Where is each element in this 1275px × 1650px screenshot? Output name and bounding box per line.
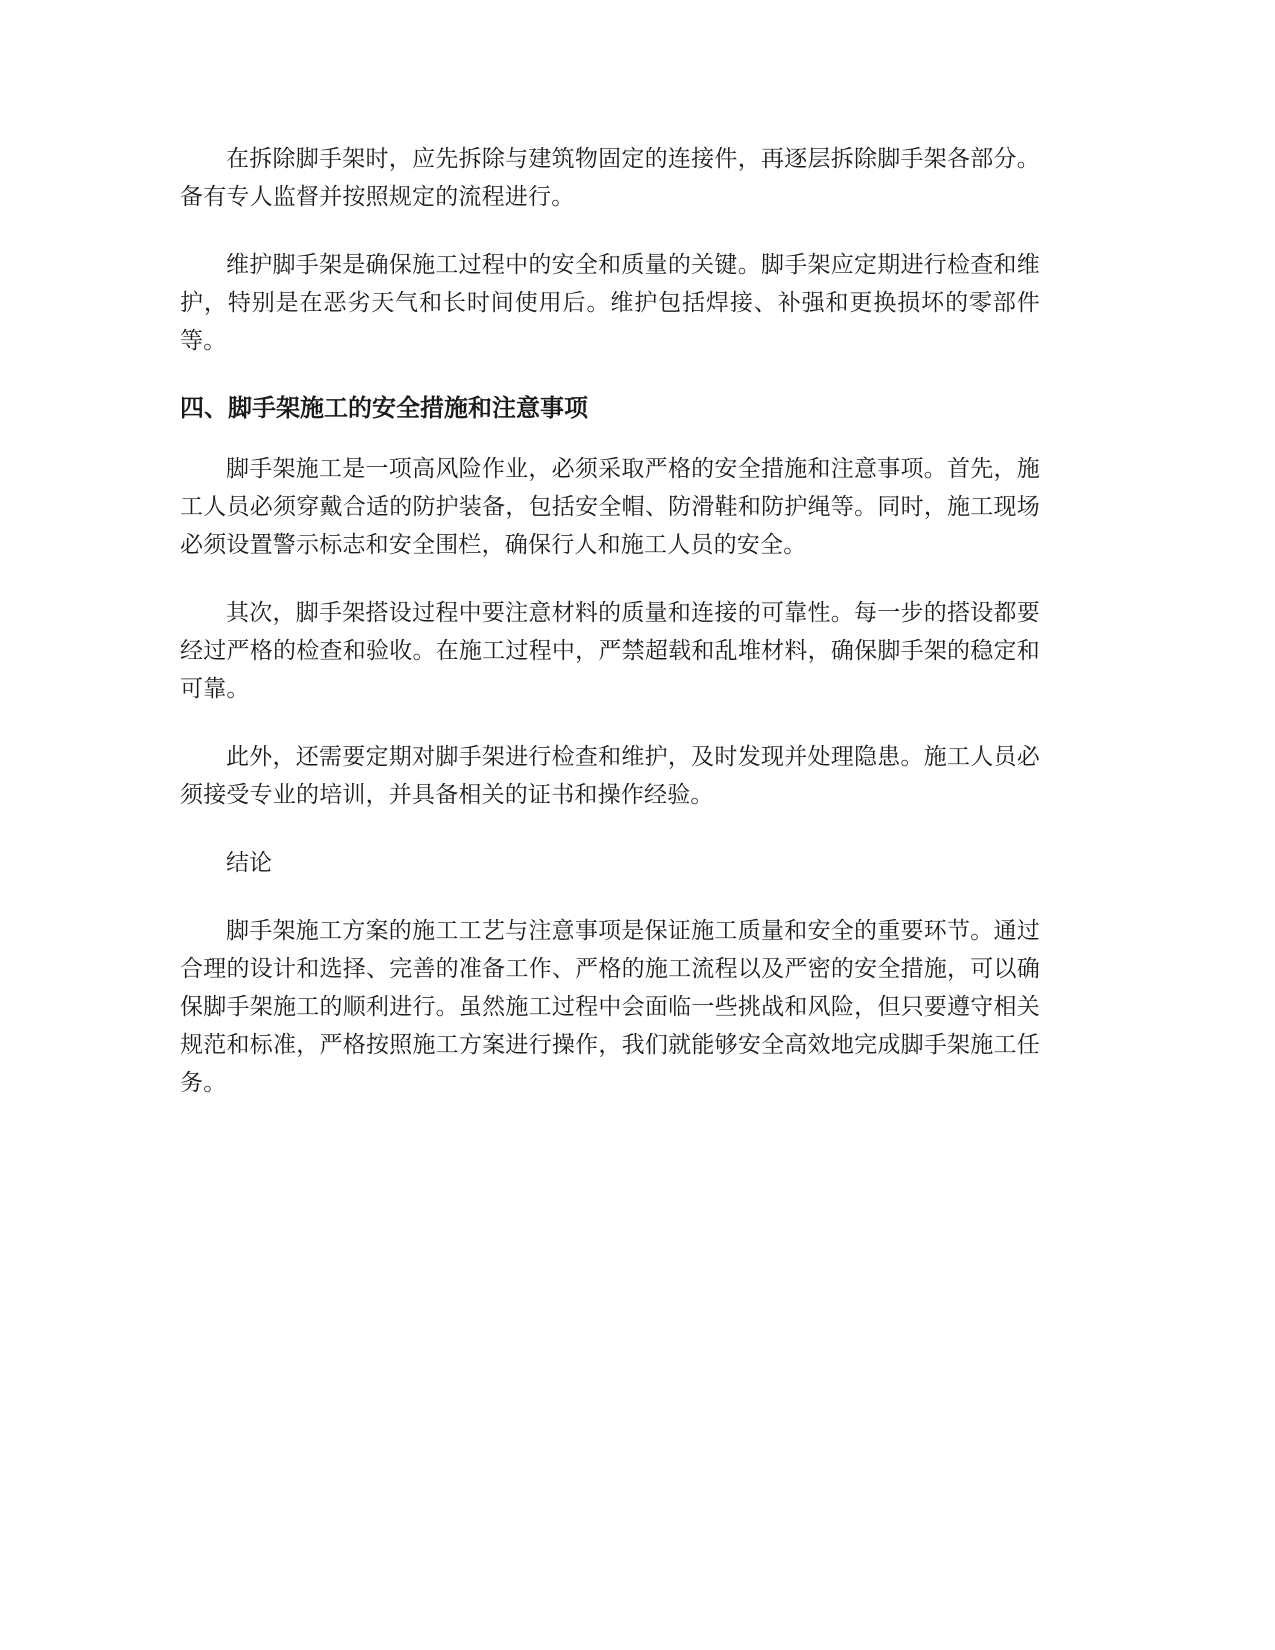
paragraph-maintenance: 维护脚手架是确保施工过程中的安全和质量的关键。脚手架应定期进行检查和维护，特别是在恶劣天气和长时间使用后。维护包括焊接、补强和更换损坏的零部件等。: [180, 252, 1040, 354]
paragraph-material-quality: 其次，脚手架搭设过程中要注意材料的质量和连接的可靠性。每一步的搭设都要经过严格的检查和验收。在施工过程中，严禁超载和乱堆材料，确保脚手架的稳定和可靠。: [180, 600, 1040, 702]
paragraph-safety-measures: 脚手架施工是一项高风险作业，必须采取严格的安全措施和注意事项。首先，施工人员必须穿戴合适的防护装备，包括安全帽、防滑鞋和防护绳等。同时，施工现场必须设置警示标志和安全围栏，确保行人和施工人员的安全。: [180, 456, 1040, 558]
section-heading-safety: 四、脚手架施工的安全措施和注意事项: [180, 394, 588, 422]
paragraph-dismantling: 在拆除脚手架时，应先拆除与建筑物固定的连接件，再逐层拆除脚手架各部分。备有专人监督并按照规定的流程进行。: [180, 146, 1040, 210]
paragraph-inspection-training: 此外，还需要定期对脚手架进行检查和维护，及时发现并处理隐患。施工人员必须接受专业的培训，并具备相关的证书和操作经验。: [180, 744, 1040, 808]
conclusion-label: 结论: [226, 850, 272, 876]
document-body: [180, 140, 1040, 1132]
paragraph-conclusion: 脚手架施工方案的施工工艺与注意事项是保证施工质量和安全的重要环节。通过合理的设计和选择、完善的准备工作、严格的施工流程以及严密的安全措施，可以确保脚手架施工的顺利进行。虽然施工过程中会面临一些挑战和风险，但只要遵守相关规范和标准，严格按照施工方案进行操作，我们就能够安全高效地完成脚手架施工任务。: [180, 918, 1040, 1096]
